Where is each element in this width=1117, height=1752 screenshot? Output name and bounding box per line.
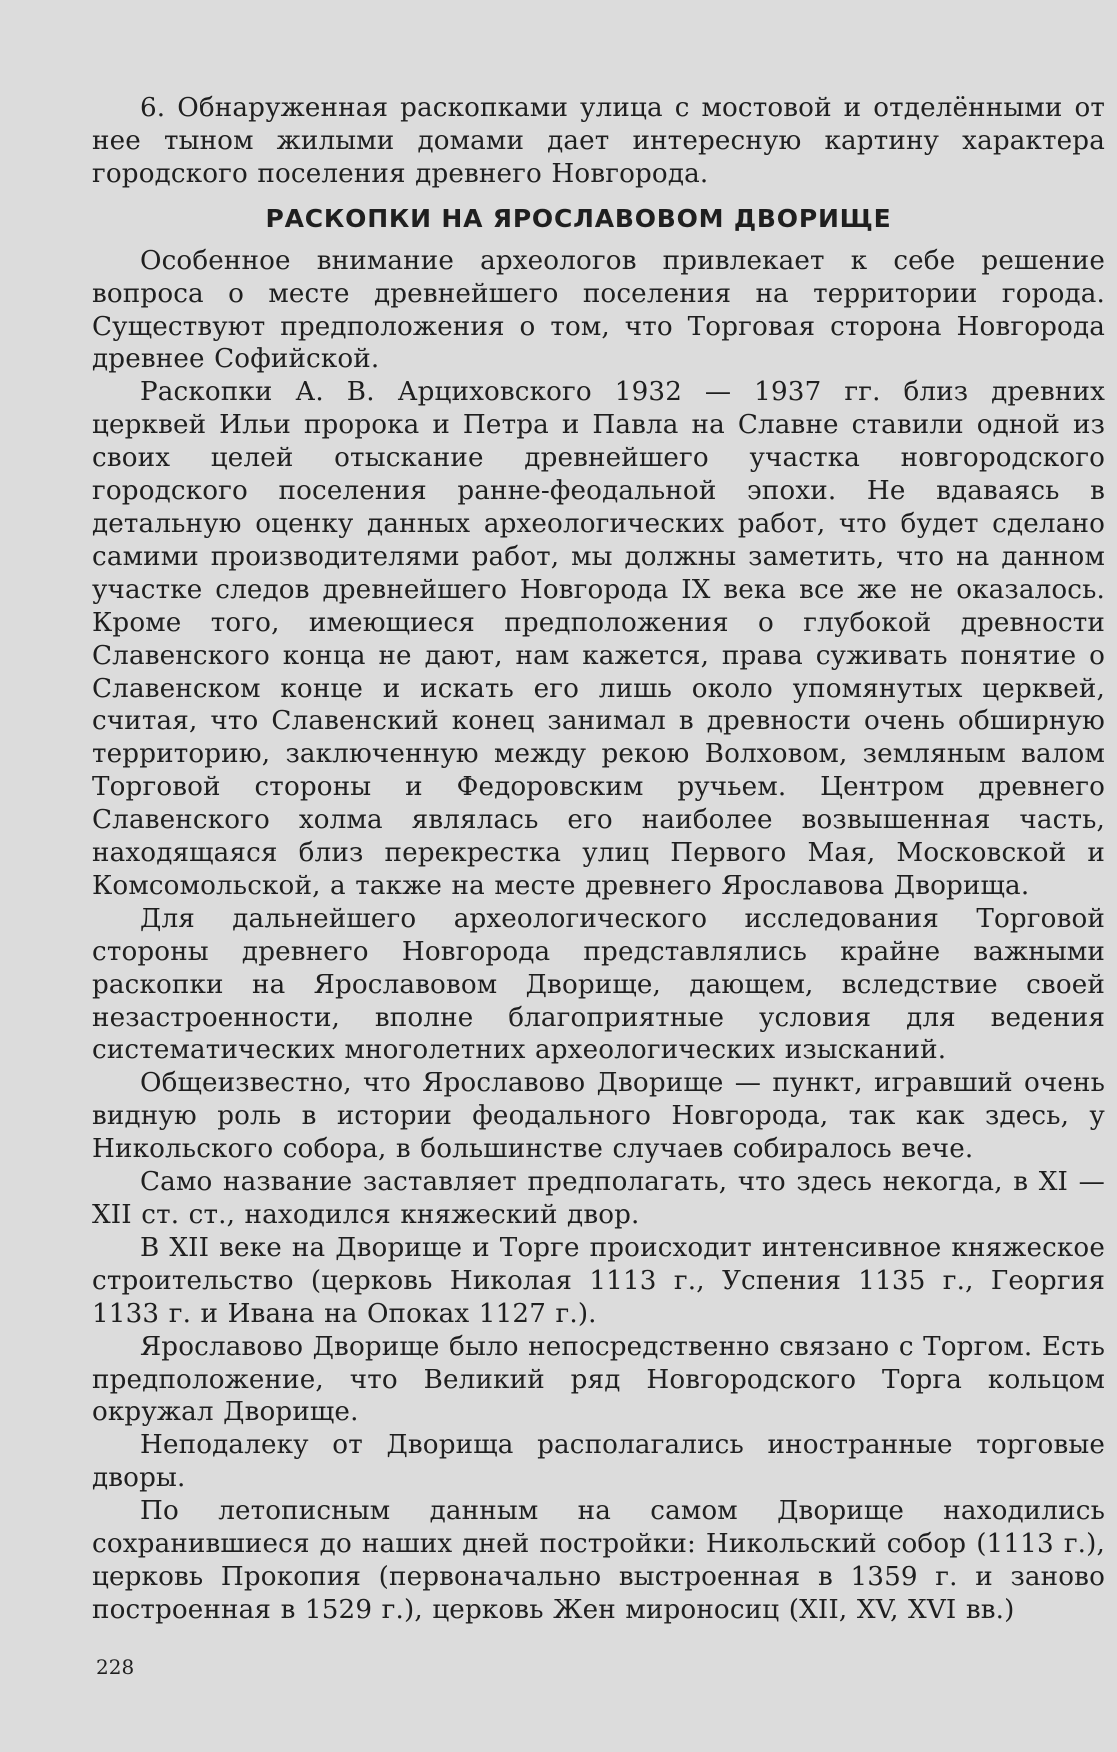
paragraph-4: Общеизвестно, что Ярославово Дворище — пункт, игравший очень видную роль в истории феодального Новгорода, так как здесь, у Никольского собора, в большинстве случаев собиралось вече.: [92, 1068, 1105, 1165]
paragraph-intro: 6. Обнаруженная раскопками улица с мостовой и отделёнными от нее тыном жилыми домами дает интересную картину характера городского поселения древнего Новгорода.: [92, 93, 1105, 189]
paragraph-9: По летописным данным на самом Дворище находились сохранившиеся до наших дней постройки: Никольский собор (1113 г.), церковь Прокопия (первоначально выстроенная в 1359 г. и заново построенная в 1529 г.), церковь Жен мироносиц (XII, XV, XVI вв.): [92, 1496, 1105, 1625]
paragraph-3: Для дальнейшего археологического исследования Торговой стороны древнего Новгорода представлялись крайне важными раскопки на Ярославовом Дворище, дающем, вследствие своей незастроенности, вполне благоприятные условия для ведения систематических многолетних археологических изысканий.: [92, 903, 1105, 1066]
paragraph-7: Ярославово Дворище было непосредственно связано с Торгом. Есть предположение, что Великий ряд Новгородского Торга кольцом окружал Дворище.: [92, 1331, 1105, 1428]
page-number: 228: [96, 1655, 135, 1679]
paragraph-1: Особенное внимание археологов привлекает к себе решение вопроса о месте древнейшего поселения на территории города. Существуют предположения о том, что Торговая сторона Новгорода древнее Софийской.: [92, 245, 1105, 375]
section-heading: РАСКОПКИ НА ЯРОСЛАВОВОМ ДВОРИЩЕ: [265, 203, 892, 233]
paragraph-8: Неподалеку от Дворища располагались иностранные торговые дворы.: [92, 1430, 1105, 1494]
paragraph-2: Раскопки А. В. Арциховского 1932 — 1937 гг. близ древних церквей Ильи пророка и Петра и Павла на Славне ставили одной из своих целей отыскание древнейшего участка новгородского городского поселения ранне-феодальной эпохи. Не вдаваясь в детальную оценку данных археологических работ, что будет сделано самими производителями работ, мы должны заметить, что на данном участке следов древнейшего Новгорода IX века все же не оказалось. Кроме того, имеющиеся предположения о глубокой древности Славенского конца не дают, нам кажется, права суживать понятие о Славенском конце и искать его лишь около упомянутых церквей, считая, что Славенский конец занимал в древности очень обширную территорию, заключенную между рекою Волховом, земляным валом Торговой стороны и Федоровским ручьем. Центром древнего Славенского холма являлась его наиболее возвышенная часть, находящаяся близ перекрестка улиц Первого Мая, Московской и Комсомольской, а также на месте древнего Ярославова Дворища.: [92, 377, 1105, 901]
paragraph-6: В XII веке на Дворище и Торге происходит интенсивное княжеское строительство (церковь Николая 1113 г., Успения 1135 г., Георгия 1133 г. и Ивана на Опоках 1127 г.).: [92, 1232, 1105, 1329]
paragraph-5: Само название заставляет предполагать, что здесь некогда, в XI — XII ст. ст., находился княжеский двор.: [92, 1167, 1105, 1230]
